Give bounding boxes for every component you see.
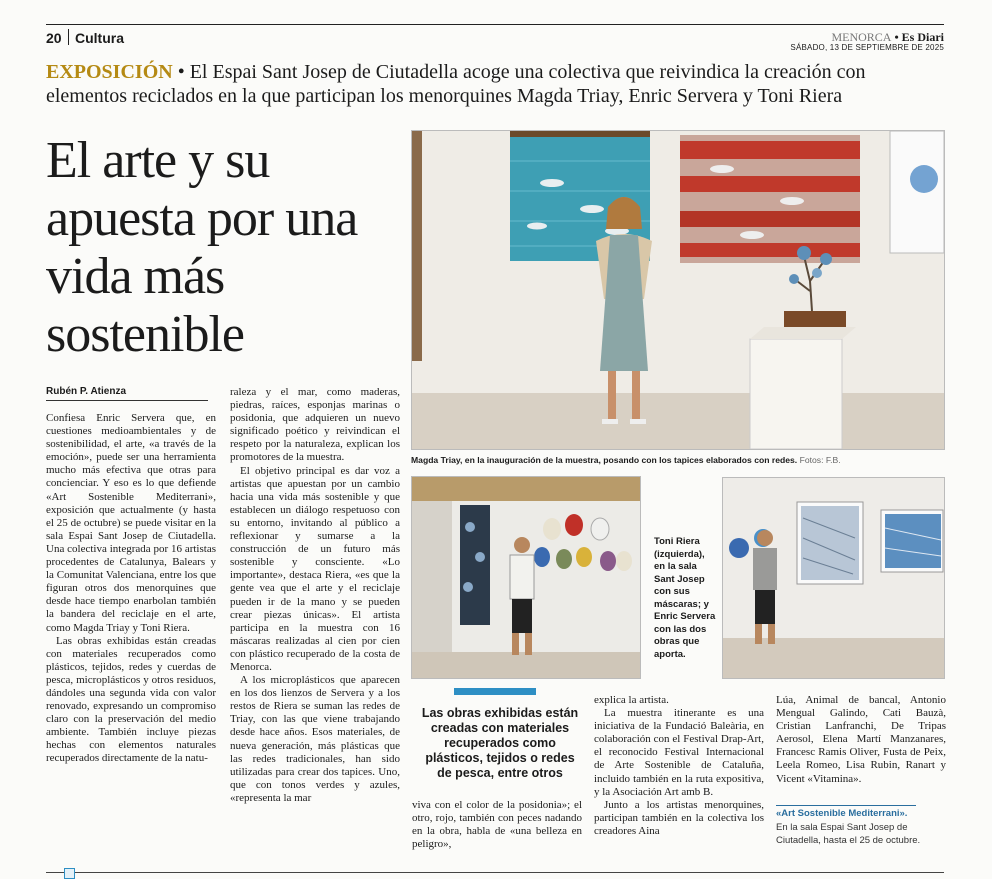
side-photo-caption: Toni Riera (izquierda), en la sala Sant Josep con sus máscaras; y Enric Servera con las dos obras que aporta. xyxy=(654,536,716,660)
header-separator xyxy=(68,29,69,45)
main-photo xyxy=(411,130,945,450)
paragraph: explica la artista. xyxy=(594,694,669,706)
paragraph: Junto a los artistas menorquines, participan también en la colectiva los creadores Aina xyxy=(594,798,764,837)
byline-rule xyxy=(46,400,208,401)
paragraph: raleza y el mar, como maderas, piedras, raíces, esponjas marinas o posidonia, que adquieren un nuevo significado poético y reivindican el respeto por la naturaleza, explican los promotores de la muestra. xyxy=(230,386,400,464)
paragraph: viva con el color de la posidonia»; el otro, rojo, también con peces nadando en la obra, habla de «una belleza en peligro», xyxy=(412,799,582,851)
paragraph: Lúa, Animal de bancal, Antonio Mengual Galindo, Cati Bauzà, Cristian Lanfranchi, De Tripas Aerosol, Elena Martí Manzanares, Francesc Ramis Oliver, Fusta de Peix, Leela Romeo, Lisa Rubin, Ranart y Vicent «Vitamina». xyxy=(776,694,946,785)
footer-marker xyxy=(64,868,75,879)
body-column-2 xyxy=(230,386,400,805)
issue-date: SÁBADO, 13 DE SEPTIEMBRE DE 2025 xyxy=(790,43,944,52)
newspaper-brand: MENORCA • Es Diari xyxy=(831,30,944,44)
header-rule xyxy=(46,24,944,25)
body-column-5 xyxy=(776,694,946,786)
section-name: Cultura xyxy=(75,30,124,46)
paragraph: La muestra itinerante es una iniciativa de la Fundació Baleària, en colaboración con el Festival Drap-Art, el reconocido Festival Internacional de Arte Sostenible de Cataluña, incluido también en la ruta expositiva, y la Asociación Art amb B. xyxy=(594,707,764,798)
paintings-photo xyxy=(722,477,945,679)
info-box-title: «Art Sostenible Mediterrani». xyxy=(776,808,908,819)
paragraph: Las obras exhibidas están creadas con materiales recuperados como plásticos, tejidos, redes y cuerdas de pesca, microplásticos y otros residuos, dándoles una segunda vida con valor renovado, expresando un compromiso claro con la preservación del medio ambiente. También incluye piezas hechas con elementos naturales recuperados directamente de la natu- xyxy=(46,634,216,765)
main-photo-illustration xyxy=(412,131,944,449)
masks-photo-illustration xyxy=(412,477,640,678)
paintings-photo-illustration xyxy=(723,478,944,678)
info-box-rule xyxy=(776,805,916,806)
page-number: 20 xyxy=(46,30,62,46)
info-box-text: En la sala Espai Sant Josep de Ciutadella, hasta el 25 de octubre. xyxy=(776,822,921,846)
masks-photo xyxy=(411,476,641,679)
body-column-4 xyxy=(594,694,764,838)
pull-quote-bar xyxy=(454,688,536,695)
body-column-3 xyxy=(412,799,582,851)
paragraph: Confiesa Enric Servera que, en cuestiones medioambientales y de sostenibilidad, el arte, «a través de la emoción», puede ser una herramienta mucho más efectiva que otras para concienciar. Y eso es lo que defiende «Art Sostenible Mediterrani», exposición que actualmente (y hasta el 25 de octubre) se puede visitar en la sala Espai Sant Josep de Ciutadella. Una colectiva integrada por 16 artistas procedentes de Catalunya, Balears y la Comunitat Valenciana, entre los que figuran otros dos menorquines que desde hace tiempo enarbolan también la bandera del reciclaje en el arte, como Magda Triay y Toni Riera. xyxy=(46,412,216,634)
main-photo-caption: Magda Triay, en la inauguración de la muestra, posando con los tapices elaborados con redes. Fotos: F.B. xyxy=(411,455,841,465)
headline: El arte y su apuesta por una vida más sostenible xyxy=(46,132,358,363)
article-subtitle: EXPOSICIÓN • El Espai Sant Josep de Ciutadella acoge una colectiva que reivindica la creación con elementos reciclados en la que participan los menorquines Magda Triay, Enric Servera y Toni Riera xyxy=(46,61,866,107)
byline: Rubén P. Atienza xyxy=(46,386,127,397)
body-column-1 xyxy=(46,412,216,766)
paragraph: A los microplásticos que aparecen en los dos lienzos de Servera y a los restos de Riera se suman las redes de Triay, con las que viene trabajando desde hace años. Esos materiales, de nueva generación, más plásticas que las redes tradicionales, han sido utilizadas para crear dos tapices. Uno, que con tonos verdes y azules, «representa la mar xyxy=(230,674,400,804)
pull-quote: Las obras exhibidas están creadas con materiales recuperados como plásticos, tejidos o redes de pesca, entre otros xyxy=(421,706,579,780)
paragraph: El objetivo principal es dar voz a artistas que apuestan por un cambio hacia una vida más sostenible y que establecen un diálogo respetuoso con su entorno, invitando al público a reflexionar y sumarse a la construcción de un futuro más sostenible y consciente. «Lo importante», destaca Riera, «es que la gente vea que el arte y el reciclaje pueden ir de la mano y se pueden crear piezas únicas». El artista participa en la muestra con 16 máscaras realizadas al cien por cien con plástico recuperado de la costa de Menorca. xyxy=(230,464,400,673)
footer-rule xyxy=(46,872,944,873)
